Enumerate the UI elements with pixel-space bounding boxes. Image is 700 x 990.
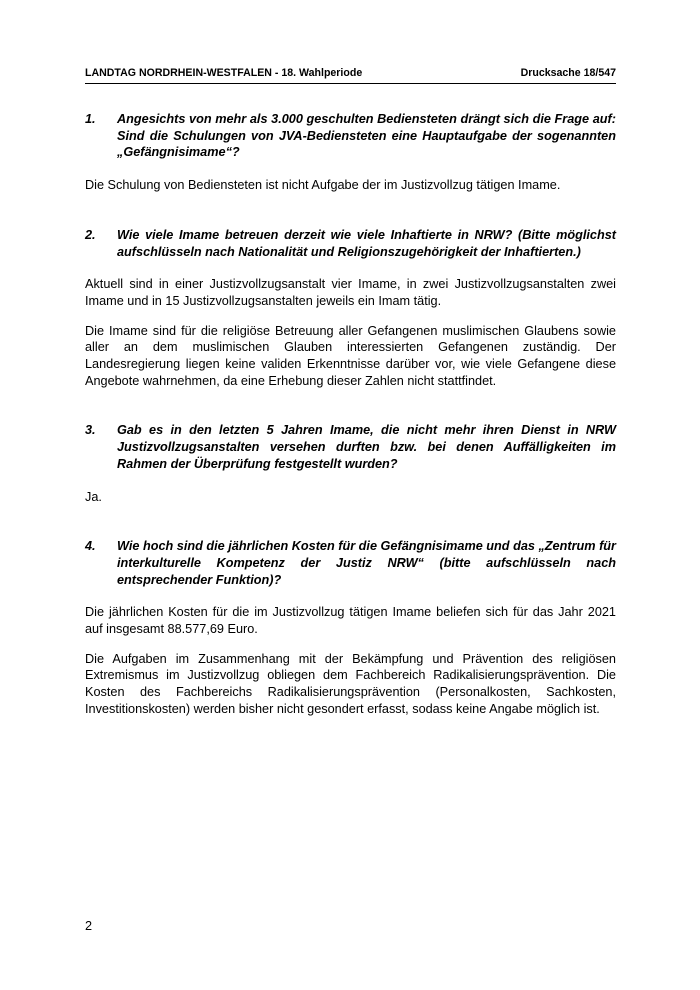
page-number: 2 <box>85 919 93 933</box>
question-text: Wie hoch sind die jährlichen Kosten für die Gefängnisimame und das „Zentrum für interkulturelle Kompetenz der Justiz NRW“ (bitte aufschlüsseln nach entsprechender Funktion)? <box>117 539 616 587</box>
answer-paragraph: Die jährlichen Kosten für die im Justizvollzug tätigen Imame beliefen sich für das Jahr 2021 auf insgesamt 88.577,69 Euro. <box>85 605 616 637</box>
answer-paragraph: Die Aufgaben im Zusammenhang mit der Bekämpfung und Prävention des religiösen Extremismus im Justizvollzug obliegen dem Fachbereich Radikalisierungsprävention. Die Kosten des Fachbereichs Radikalisierungsprävention (Personalkosten, Sachkosten, Investitionskosten) werden bisher nicht gesondert erfasst, sodass keine Angabe möglich ist. <box>85 651 616 716</box>
document-body <box>85 111 616 718</box>
page-header <box>85 66 616 80</box>
header-parliament: LANDTAG NORDRHEIN-WESTFALEN - 18. Wahlperiode <box>85 67 363 79</box>
question-1 <box>85 111 616 161</box>
question-2 <box>85 227 616 260</box>
question-text: Wie viele Imame betreuen derzeit wie viele Inhaftierte in NRW? (Bitte möglichst aufschlüsseln nach Nationalität und Religionszugehörigkeit der Inhaftierten.) <box>117 227 616 259</box>
answer-paragraph: Aktuell sind in einer Justizvollzugsanstalt vier Imame, in zwei Justizvollzugsanstalten zwei Imame und in 15 Justizvollzugsanstalten jeweils ein Imam tätig. <box>85 277 616 308</box>
question-number: 1. <box>85 112 96 126</box>
section-2 <box>85 227 616 390</box>
header-rule <box>85 83 616 84</box>
question-text: Angesichts von mehr als 3.000 geschulten Bediensteten drängt sich die Frage auf: Sind die Schulungen von JVA-Bediensteten eine Hauptaufgabe der sogenannten „Gefängnisimame“? <box>117 112 616 160</box>
section-4 <box>85 538 616 717</box>
answer-paragraph: Ja. <box>85 489 102 504</box>
question-number: 2. <box>85 227 96 242</box>
question-number: 3. <box>85 423 96 438</box>
section-1 <box>85 111 616 194</box>
header-document-number: Drucksache 18/547 <box>520 67 616 79</box>
answer-paragraph: Die Schulung von Bediensteten ist nicht Aufgabe der im Justizvollzug tätigen Imame. <box>85 178 561 193</box>
question-number: 4. <box>85 539 96 554</box>
question-text: Gab es in den letzten 5 Jahren Imame, die nicht mehr ihren Dienst in NRW Justizvollzugsanstalten versehen durften bzw. bei denen Auffälligkeiten im Rahmen der Überprüfung festgestellt wurden? <box>117 423 616 471</box>
question-4 <box>85 538 616 588</box>
answer-paragraph: Die Imame sind für die religiöse Betreuung aller Gefangenen muslimischen Glaubens sowie aller an dem muslimischen Glauben interessierten Gefangenen zuständig. Der Landesregierung liegen keine validen Erkenntnisse darüber vor, wie viele Gefangene diese Angebote wahrnehmen, da eine Erhebung dieser Zahlen nicht stattfindet. <box>85 323 616 388</box>
question-3 <box>85 422 616 472</box>
section-3 <box>85 422 616 505</box>
